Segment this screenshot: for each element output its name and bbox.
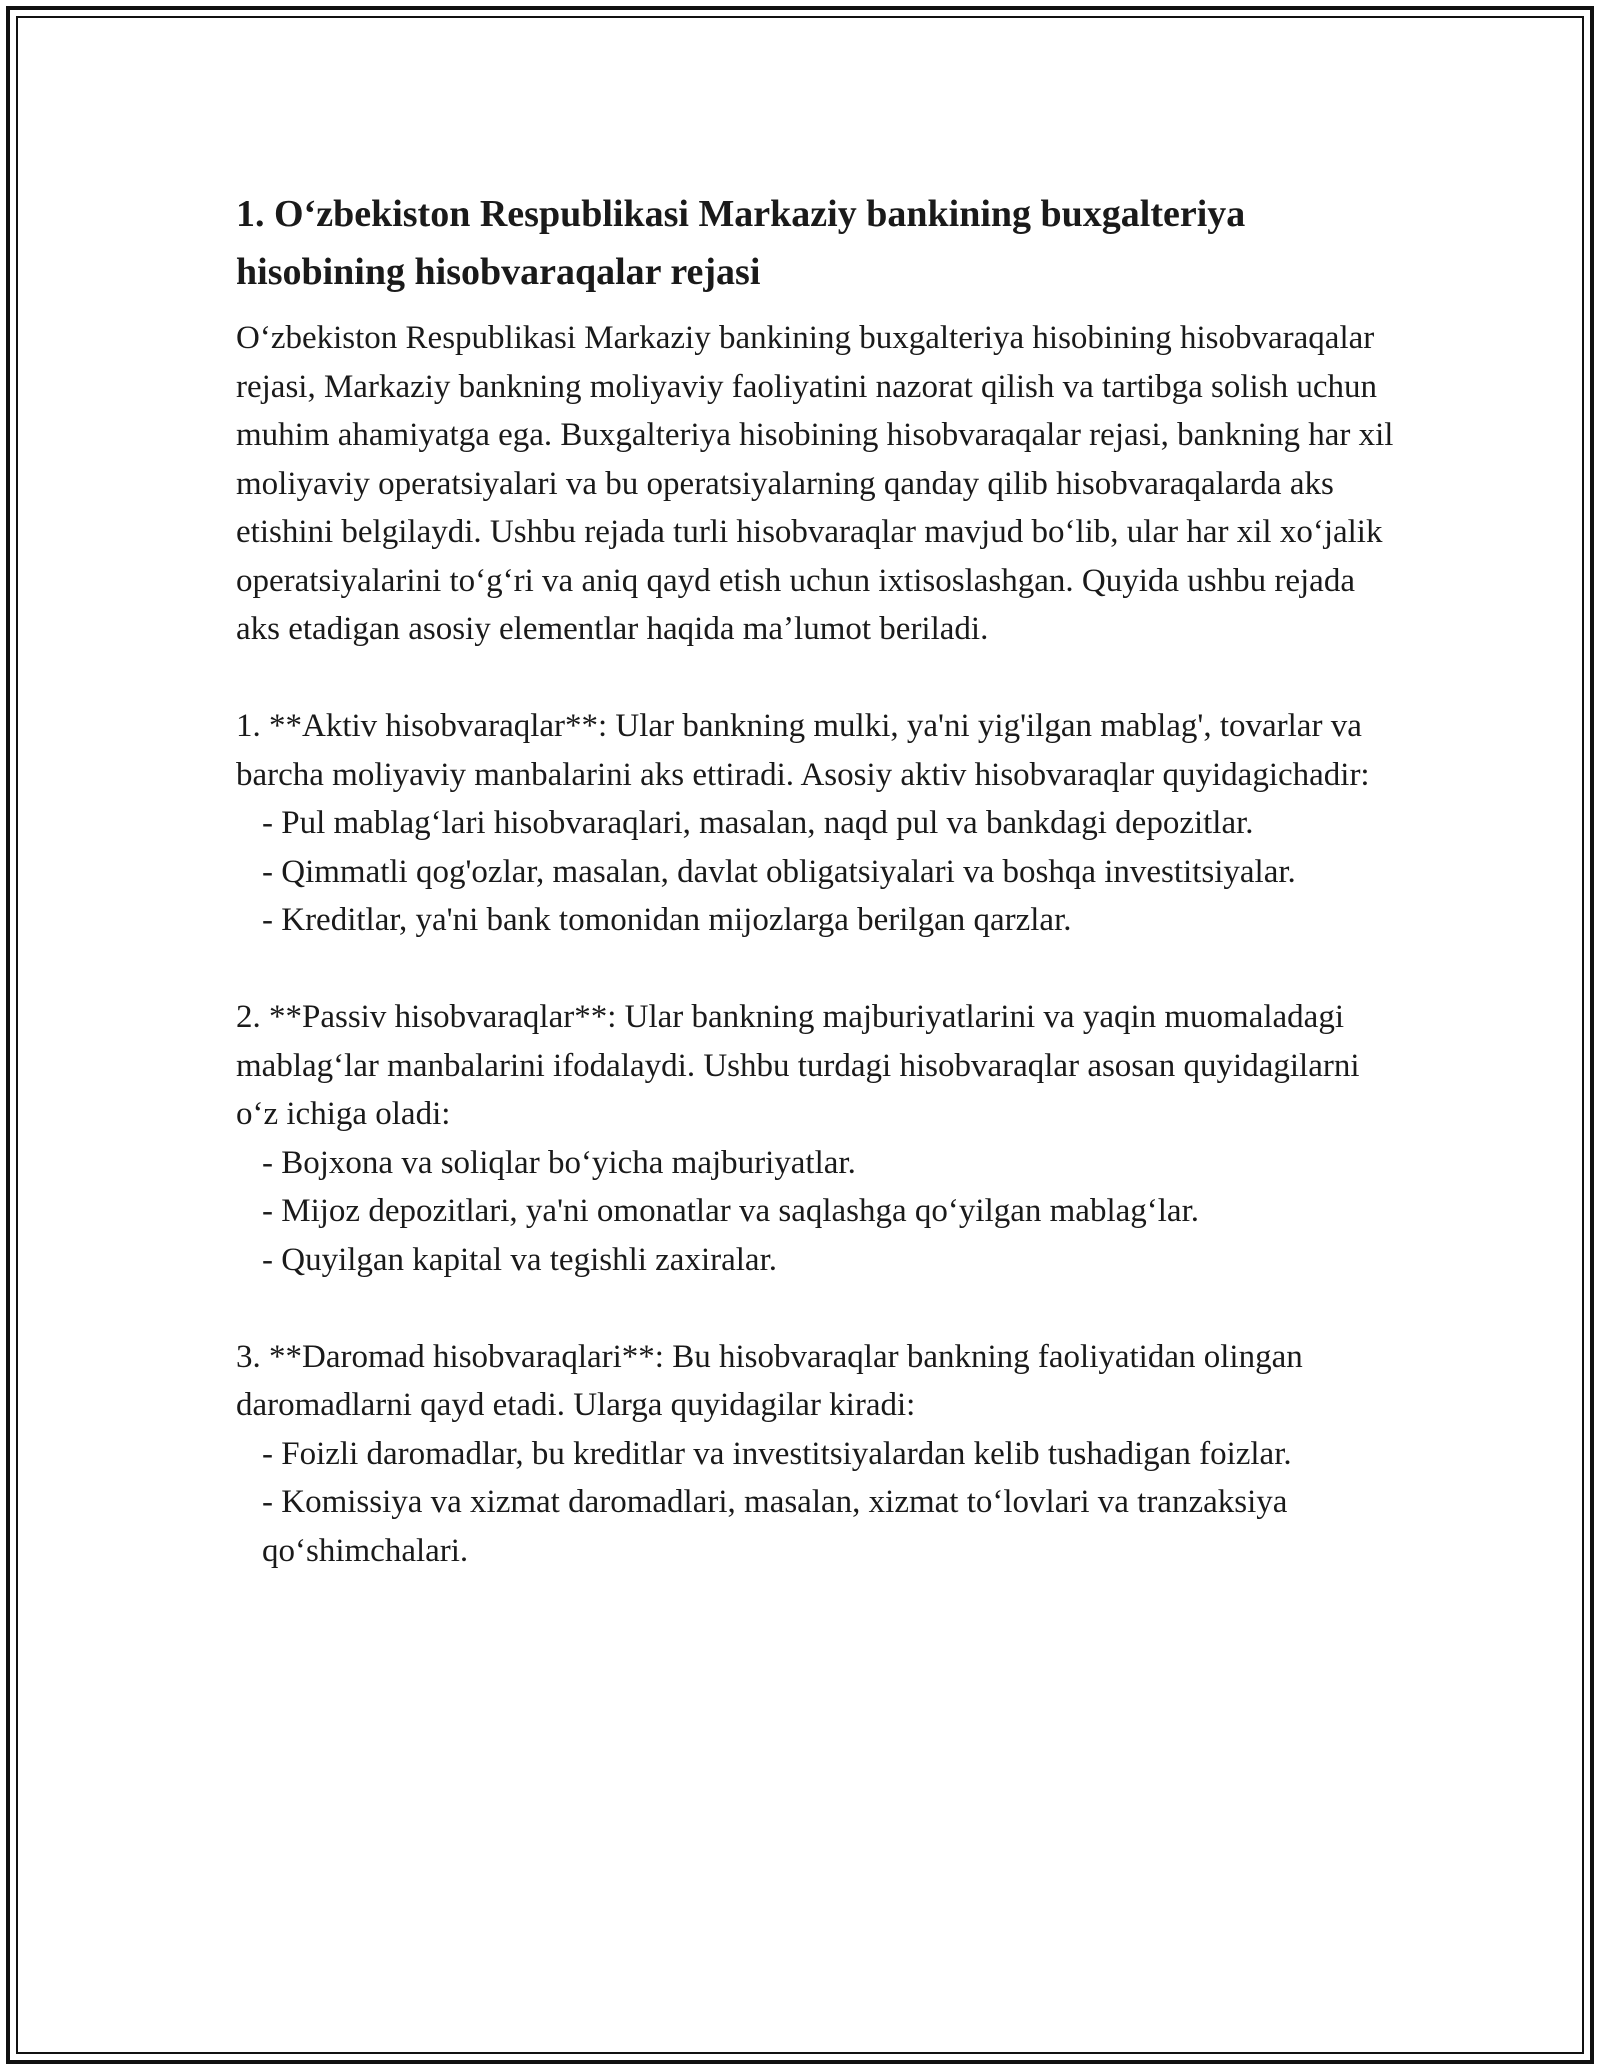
list-item: - Quyilgan kapital va tegishli zaxiralar.: [262, 1241, 777, 1278]
section-heading: 1. **Aktiv hisobvaraqlar**: Ular bankning mulki, ya'ni yig'ilgan mablag', tovarlar va barcha moliyaviy manbalarini aks ettiradi. Asosiy aktiv hisobvaraqlar quyidagichadir:: [236, 708, 1370, 793]
list-item: - Mijoz depozitlari, ya'ni omonatlar va saqlashga qoʻyilgan mablagʻlar.: [262, 1193, 1199, 1229]
section-active-accounts: [236, 702, 1396, 945]
list-item: - Foizli daromadlar, bu kreditlar va investitsiyalardan kelib tushadigan foizlar.: [262, 1435, 1292, 1472]
document-title: 1. Oʻzbekiston Respublikasi Markaziy bankining buxgalteriya hisobining hisobvaraqalar rejasi: [236, 193, 1246, 293]
list-item: - Bojxona va soliqlar boʻyicha majburiyatlar.: [262, 1144, 856, 1181]
list-item: - Pul mablagʻlari hisobvaraqlari, masalan, naqd pul va bankdagi depozitlar.: [262, 805, 1254, 841]
intro-paragraph: Oʻzbekiston Respublikasi Markaziy bankining buxgalteriya hisobining hisobvaraqalar rejasi, Markaziy bankning moliyaviy faoliyatini nazorat qilish va tartibga solish uchun muhim ahamiyatga ega. Buxgalteriya hisobining hisobvaraqalar rejasi, bankning har xil moliyaviy operatsiyalari va bu operatsiyalarning qanday qilib hisobvaraqalarda aks etishini belgilaydi. Ushbu rejada turli hisobvaraqlar mavjud boʻlib, ular har xil xoʻjalik operatsiyalarini toʻgʻri va aniq qayd etish uchun ixtisoslashgan. Quyida ushbu rejada aks etadigan asosiy elementlar haqida maʼlumot beriladi.: [236, 320, 1394, 647]
section-passive-accounts: [236, 993, 1396, 1284]
list-item: - Komissiya va xizmat daromadlari, masalan, xizmat toʻlovlari va tranzaksiya qoʻshimchalari.: [262, 1484, 1288, 1569]
section-heading: 2. **Passiv hisobvaraqlar**: Ular bankning majburiyatlarini va yaqin muomaladagi mablagʻlar manbalarini ifodalaydi. Ushbu turdagi hisobvaraqlar asosan quyidagilarni oʻz ichiga oladi:: [236, 999, 1360, 1132]
document-body: [236, 185, 1396, 1575]
section-heading: 3. **Daromad hisobvaraqlari**: Bu hisobvaraqlar bankning faoliyatidan olingan daromadlarni qayd etadi. Ularga quyidagilar kiradi:: [236, 1338, 1303, 1423]
list-item: - Kreditlar, ya'ni bank tomonidan mijozlarga berilgan qarzlar.: [262, 902, 1072, 938]
section-income-accounts: [236, 1333, 1396, 1576]
list-item: - Qimmatli qog'ozlar, masalan, davlat obligatsiyalari va boshqa investitsiyalar.: [262, 853, 1296, 890]
